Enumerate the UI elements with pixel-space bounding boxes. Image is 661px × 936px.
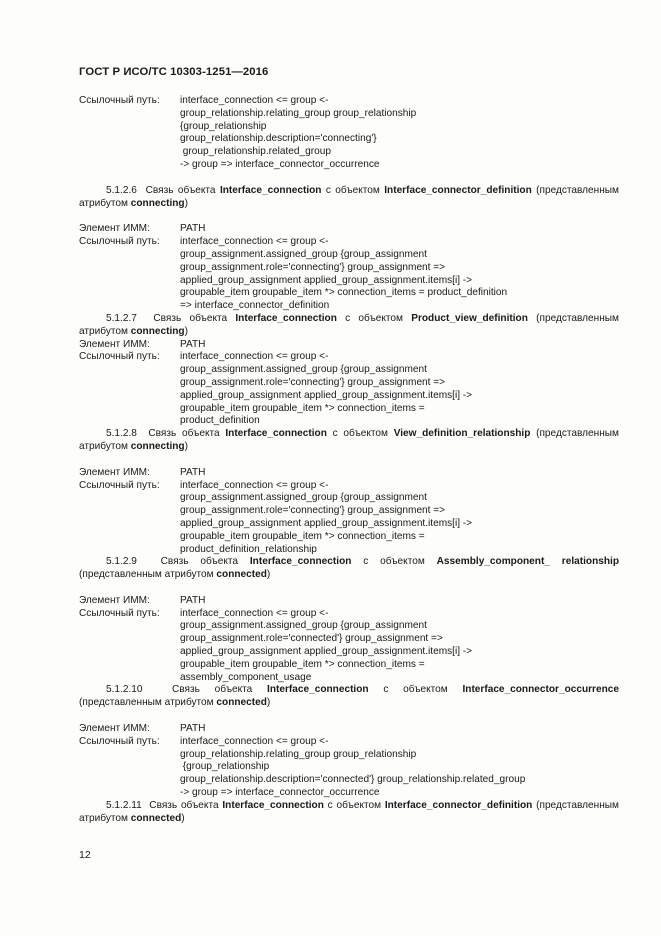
element-label: Элемент ИММ: (79, 338, 150, 350)
attribute-name: connecting (130, 440, 185, 452)
page-content (79, 95, 619, 825)
path-line: group_relationship.description='connected'} group_relationship.related_group (180, 774, 526, 786)
path-line: groupable_item groupable_item *> connection_items = (180, 658, 425, 670)
element-row (79, 339, 619, 352)
entity-name: Interface_connector_definition (384, 184, 532, 196)
path-line: product_definition (180, 415, 260, 427)
path-line: group_assignment.assigned_group {group_assignment (180, 620, 427, 632)
entity-name: Product_view_definition (411, 312, 528, 324)
path-line: groupable_item groupable_item *> connection_items = (180, 402, 425, 414)
element-value: PATH (180, 338, 206, 350)
reference-path-label: Ссылочный путь: (79, 479, 160, 491)
reference-path-block (79, 95, 619, 172)
path-line: group_relationship.related_group (180, 146, 331, 158)
reference-path-row (79, 608, 619, 621)
attribute-name: connected (130, 812, 182, 824)
element-row (79, 467, 619, 480)
path-line: assembly_component_usage (180, 671, 312, 683)
path-line: group_assignment.role='connecting'} group_assignment => (180, 261, 446, 273)
path-line: groupable_item groupable_item *> connection_items = product_definition (180, 287, 508, 299)
path-line: product_definition_relationship (180, 543, 317, 555)
path-line: group_assignment.assigned_group {group_assignment (180, 248, 427, 260)
mapping-block (79, 339, 619, 429)
document-header: ГОСТ Р ИСО/ТС 10303-1251—2016 (79, 66, 269, 78)
attribute-name: connecting (130, 197, 185, 209)
path-line: group_assignment.role='connecting'} group_assignment => (180, 505, 446, 517)
attribute-name: connected (216, 697, 267, 709)
reference-path-row (79, 736, 619, 749)
path-line: groupable_item groupable_item *> connection_items = (180, 530, 425, 542)
path-line: group_relationship.description='connecting'} (180, 133, 377, 145)
reference-path-label: Ссылочный путь: (79, 351, 160, 363)
section-number: 5.1.2.9 (106, 556, 137, 568)
section-number: 5.1.2.6 (106, 184, 137, 196)
element-label: Элемент ИММ: (79, 466, 150, 478)
path-line: {group_relationship (180, 761, 270, 773)
section-number: 5.1.2.8 (106, 428, 137, 440)
path-line: group_assignment.role='connected'} group_assignment => (180, 633, 443, 645)
path-line: applied_group_assignment applied_group_assignment.items[i] -> (180, 389, 473, 401)
entity-name: Interface_connector_definition (384, 799, 533, 811)
path-line: {group_relationship (180, 120, 267, 132)
element-row (79, 223, 619, 236)
entity-name: Interface_connection (219, 184, 322, 196)
attribute-name: connecting (130, 325, 185, 337)
section-5-1-2-9: 5.1.2.9 Связь объекта Interface_connection с объектом Assembly_component_ relationship (представленным атрибутом connected) (79, 556, 620, 581)
mapping-block (79, 223, 619, 313)
reference-path-label: Ссылочный путь: (79, 95, 160, 106)
path-line: group_assignment.role='connecting'} group_assignment => (180, 376, 446, 388)
section-5-1-2-11: 5.1.2.11 Связь объекта Interface_connection с объектом Interface_connector_definition (представленным атрибутом connected) (79, 799, 619, 824)
path-line: group_assignment.assigned_group {group_assignment (180, 364, 427, 376)
path-line: => interface_connector_definition (180, 300, 330, 312)
element-value: PATH (180, 723, 206, 735)
path-line: -> group => interface_connector_occurrence (180, 787, 380, 799)
path-line: applied_group_assignment applied_group_assignment.items[i] -> (180, 517, 473, 529)
mapping-block (79, 595, 619, 685)
path-line: -> group => interface_connector_occurrence (180, 158, 380, 170)
reference-path-label: Ссылочный путь: (79, 735, 160, 747)
section-5-1-2-7: 5.1.2.7 Связь объекта Interface_connection с объектом Product_view_definition (представленным атрибутом connecting) (79, 312, 619, 337)
entity-name: Interface_connection (249, 556, 352, 568)
entity-name: Interface_connection (267, 684, 369, 696)
element-label: Элемент ИММ: (79, 723, 150, 735)
reference-path-row (79, 351, 619, 364)
section-number: 5.1.2.7 (106, 312, 137, 324)
section-number: 5.1.2.11 (106, 799, 142, 811)
mapping-block (79, 467, 619, 557)
path-line: interface_connection <= group <- (180, 351, 329, 363)
path-line: interface_connection <= group <- (180, 735, 329, 747)
path-line: interface_connection <= group <- (180, 479, 329, 491)
reference-path-label: Ссылочный путь: (79, 607, 160, 619)
reference-path-label: Ссылочный путь: (79, 236, 160, 248)
path-line: applied_group_assignment applied_group_assignment.items[i] -> (180, 274, 473, 286)
path-line: applied_group_assignment applied_group_assignment.items[i] -> (180, 646, 473, 658)
element-value: PATH (180, 466, 206, 478)
reference-path-row (79, 236, 619, 249)
element-value: PATH (180, 223, 206, 235)
entity-name: Interface_connection (222, 799, 324, 811)
section-5-1-2-8: 5.1.2.8 Связь объекта Interface_connection с объектом View_definition_relationship (представленным атрибутом connecting) (79, 428, 619, 452)
element-row (79, 723, 619, 736)
path-line: interface_connection <= group <- (180, 236, 329, 248)
path-line: interface_connection <= group <- (180, 607, 329, 619)
section-5-1-2-10: 5.1.2.10 Связь объекта Interface_connection с объектом Interface_connector_occurrence (представленным атрибутом connected) (79, 684, 619, 709)
section-number: 5.1.2.10 (106, 684, 143, 696)
path-line: interface_connection <= group <- (180, 95, 329, 106)
mapping-block (79, 723, 619, 800)
path-line: group_relationship.relating_group group_relationship (180, 107, 417, 119)
reference-path-row (79, 480, 619, 493)
reference-path-row (79, 95, 619, 108)
element-label: Элемент ИММ: (79, 223, 150, 235)
path-line: group_relationship.relating_group group_relationship (180, 748, 417, 760)
entity-name: Interface_connection (225, 428, 327, 440)
element-row (79, 595, 619, 608)
element-value: PATH (180, 594, 206, 606)
entity-name: Interface_connector_occurrence (462, 684, 619, 696)
path-line: group_assignment.assigned_group {group_assignment (180, 492, 427, 504)
element-label: Элемент ИММ: (79, 594, 150, 606)
section-5-1-2-6: 5.1.2.6 Связь объекта Interface_connection с объектом Interface_connector_definition (представленным атрибутом connecting) (79, 184, 619, 209)
page-number: 12 (79, 849, 91, 861)
attribute-name: connected (216, 569, 267, 581)
entity-name: Assembly_component_ relationship (436, 556, 620, 568)
entity-name: View_definition_relationship (393, 428, 531, 440)
entity-name: Interface_connection (235, 312, 337, 324)
